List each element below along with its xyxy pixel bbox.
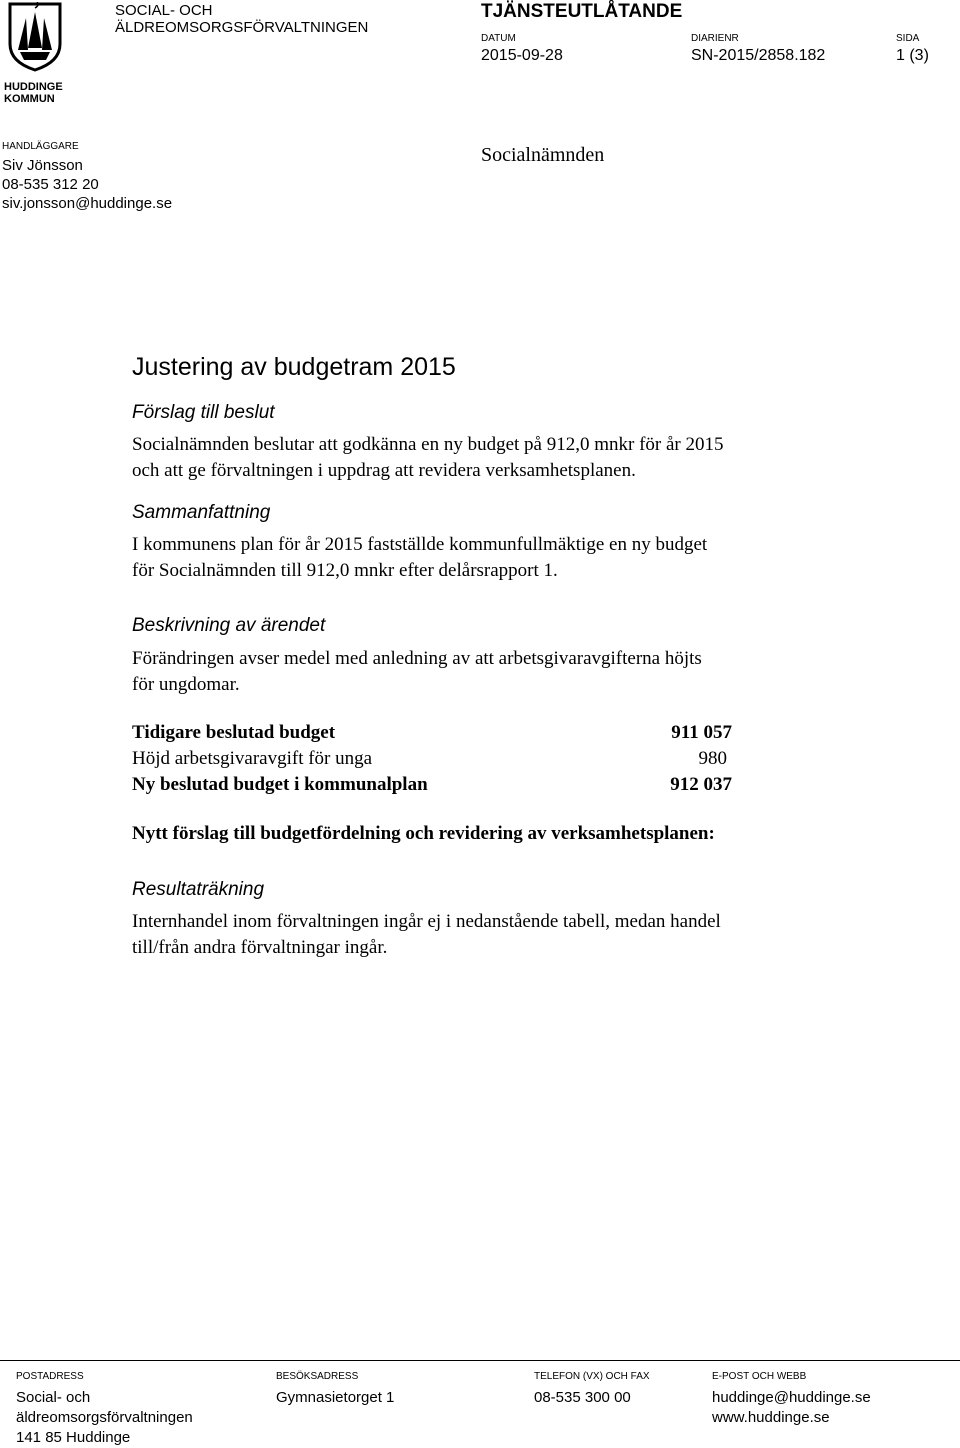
visit-label: BESÖKSADRESS [276, 1371, 359, 1382]
budget-row-value: 911 057 [671, 722, 732, 743]
page-number: 1 (3) [896, 47, 929, 64]
footer-divider [0, 1360, 960, 1361]
document-title: Justering av budgetram 2015 [132, 353, 456, 381]
page-label: SIDA [896, 33, 920, 44]
result-heading: Resultaträkning [132, 879, 265, 900]
handler-phone: 08-535 312 20 [2, 176, 99, 193]
budget-row [132, 772, 752, 798]
budget-row-label: Tidigare beslutad budget [132, 722, 336, 743]
new-proposal-heading: Nytt förslag till budgetfördelning och revidering av verksamhetsplanen: [132, 823, 715, 844]
visit-address: Gymnasietorget 1 [276, 1389, 395, 1406]
budget-row-value: 912 037 [670, 774, 732, 795]
result-text [132, 909, 852, 961]
postal-line1: Social- och [16, 1389, 91, 1406]
proposal-text [132, 432, 852, 484]
registration-number: SN-2015/2858.182 [691, 47, 826, 64]
huddinge-coat-of-arms-icon [4, 2, 66, 72]
phone-label: TELEFON (VX) OCH FAX [534, 1371, 650, 1382]
web-label: E-POST OCH WEBB [712, 1371, 807, 1382]
summary-line1: I kommunens plan för år 2015 fastställde kommunfullmäktige en ny budget [132, 534, 708, 555]
page-block [896, 33, 929, 65]
phone-number: 08-535 300 00 [534, 1389, 631, 1406]
description-line2: för ungdomar. [132, 674, 240, 695]
department-line1: SOCIAL- OCH [115, 2, 213, 19]
budget-table [132, 720, 752, 798]
footer-postal [16, 1370, 193, 1448]
handler-email[interactable]: siv.jonsson@huddinge.se [2, 195, 173, 212]
footer-email-link[interactable]: huddinge@huddinge.se [712, 1389, 871, 1406]
recipient: Socialnämnden [481, 144, 605, 166]
huddinge-logo [4, 2, 66, 105]
postal-line3: 141 85 Huddinge [16, 1429, 131, 1446]
registration-block [691, 33, 825, 65]
handler-label: HANDLÄGGARE [2, 141, 79, 152]
date-block [481, 33, 563, 65]
date-value: 2015-09-28 [481, 47, 563, 64]
summary-text [132, 532, 852, 584]
budget-row-label: Höjd arbetsgivaravgift för unga [132, 748, 373, 769]
postal-line2: äldreomsorgsförvaltningen [16, 1409, 193, 1426]
description-heading: Beskrivning av ärendet [132, 615, 326, 636]
summary-heading: Sammanfattning [132, 502, 271, 523]
budget-row [132, 720, 752, 746]
handler-name: Siv Jönsson [2, 157, 83, 174]
proposal-line1: Socialnämnden beslutar att godkänna en ny budget på 912,0 mnkr för år 2015 [132, 434, 724, 455]
budget-row-value: 980 [698, 748, 727, 769]
municipality-name-line1: HUDDINGE [4, 81, 63, 93]
result-line2: till/från andra förvaltningar ingår. [132, 937, 388, 958]
postal-label: POSTADRESS [16, 1371, 84, 1382]
summary-line2: för Socialnämnden till 912,0 mnkr efter delårsrapport 1. [132, 560, 558, 581]
footer-phone [534, 1370, 650, 1408]
footer-visit [276, 1370, 394, 1408]
result-line1: Internhandel inom förvaltningen ingår ej i nedanstående tabell, medan handel [132, 911, 721, 932]
proposal-line2: och att ge förvaltningen i uppdrag att revidera verksamhetsplanen. [132, 460, 636, 481]
department-line2: ÄLDREOMSORGSFÖRVALTNINGEN [115, 19, 369, 36]
proposal-heading: Förslag till beslut [132, 402, 275, 423]
footer-web-link[interactable]: www.huddinge.se [712, 1409, 830, 1426]
footer-web [712, 1370, 871, 1428]
date-label: DATUM [481, 33, 516, 44]
handler-block [2, 140, 172, 213]
document-type: TJÄNSTEUTLÅTANDE [481, 1, 683, 22]
registration-label: DIARIENR [691, 33, 739, 44]
department-name [115, 2, 368, 36]
budget-row-label: Ny beslutad budget i kommunalplan [132, 774, 428, 795]
description-text [132, 646, 852, 698]
budget-row [132, 746, 752, 772]
municipality-name-line2: KOMMUN [4, 93, 55, 105]
description-line1: Förändringen avser medel med anledning av att arbetsgivaravgifterna höjts [132, 648, 702, 669]
